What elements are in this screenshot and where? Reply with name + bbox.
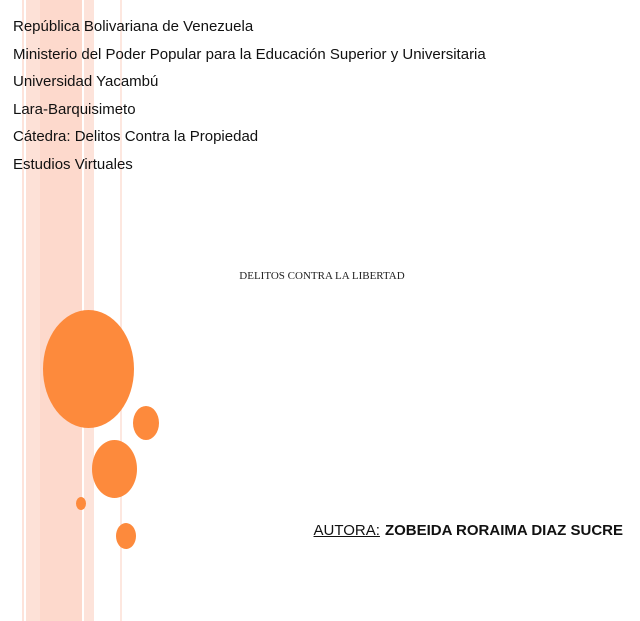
document-title-text: DELITOS CONTRA LA LIBERTAD bbox=[239, 270, 405, 282]
header-line-country: República Bolivariana de Venezuela bbox=[13, 18, 254, 35]
decorative-circle-medium bbox=[92, 440, 137, 498]
institution-header bbox=[13, 13, 486, 178]
header-line-location: Lara-Barquisimeto bbox=[13, 100, 136, 118]
document-title bbox=[0, 270, 640, 282]
decorative-circle-small bbox=[133, 406, 159, 440]
header-line-ministry: Ministerio del Poder Popular para la Educación Superior y Universitaria bbox=[13, 45, 486, 63]
header-line-course: Cátedra: Delitos Contra la Propiedad bbox=[13, 128, 259, 145]
author-name: ZOBEIDA RORAIMA DIAZ SUCRE bbox=[384, 522, 623, 539]
decorative-circle-large bbox=[43, 310, 134, 428]
header-line-program: Estudios Virtuales bbox=[13, 155, 133, 173]
decorative-circle-tiny bbox=[76, 497, 86, 510]
author-line bbox=[314, 522, 623, 539]
author-label: AUTORA: bbox=[313, 522, 380, 539]
header-line-university: Universidad Yacambú bbox=[13, 73, 159, 90]
decorative-circle-small bbox=[116, 523, 136, 549]
